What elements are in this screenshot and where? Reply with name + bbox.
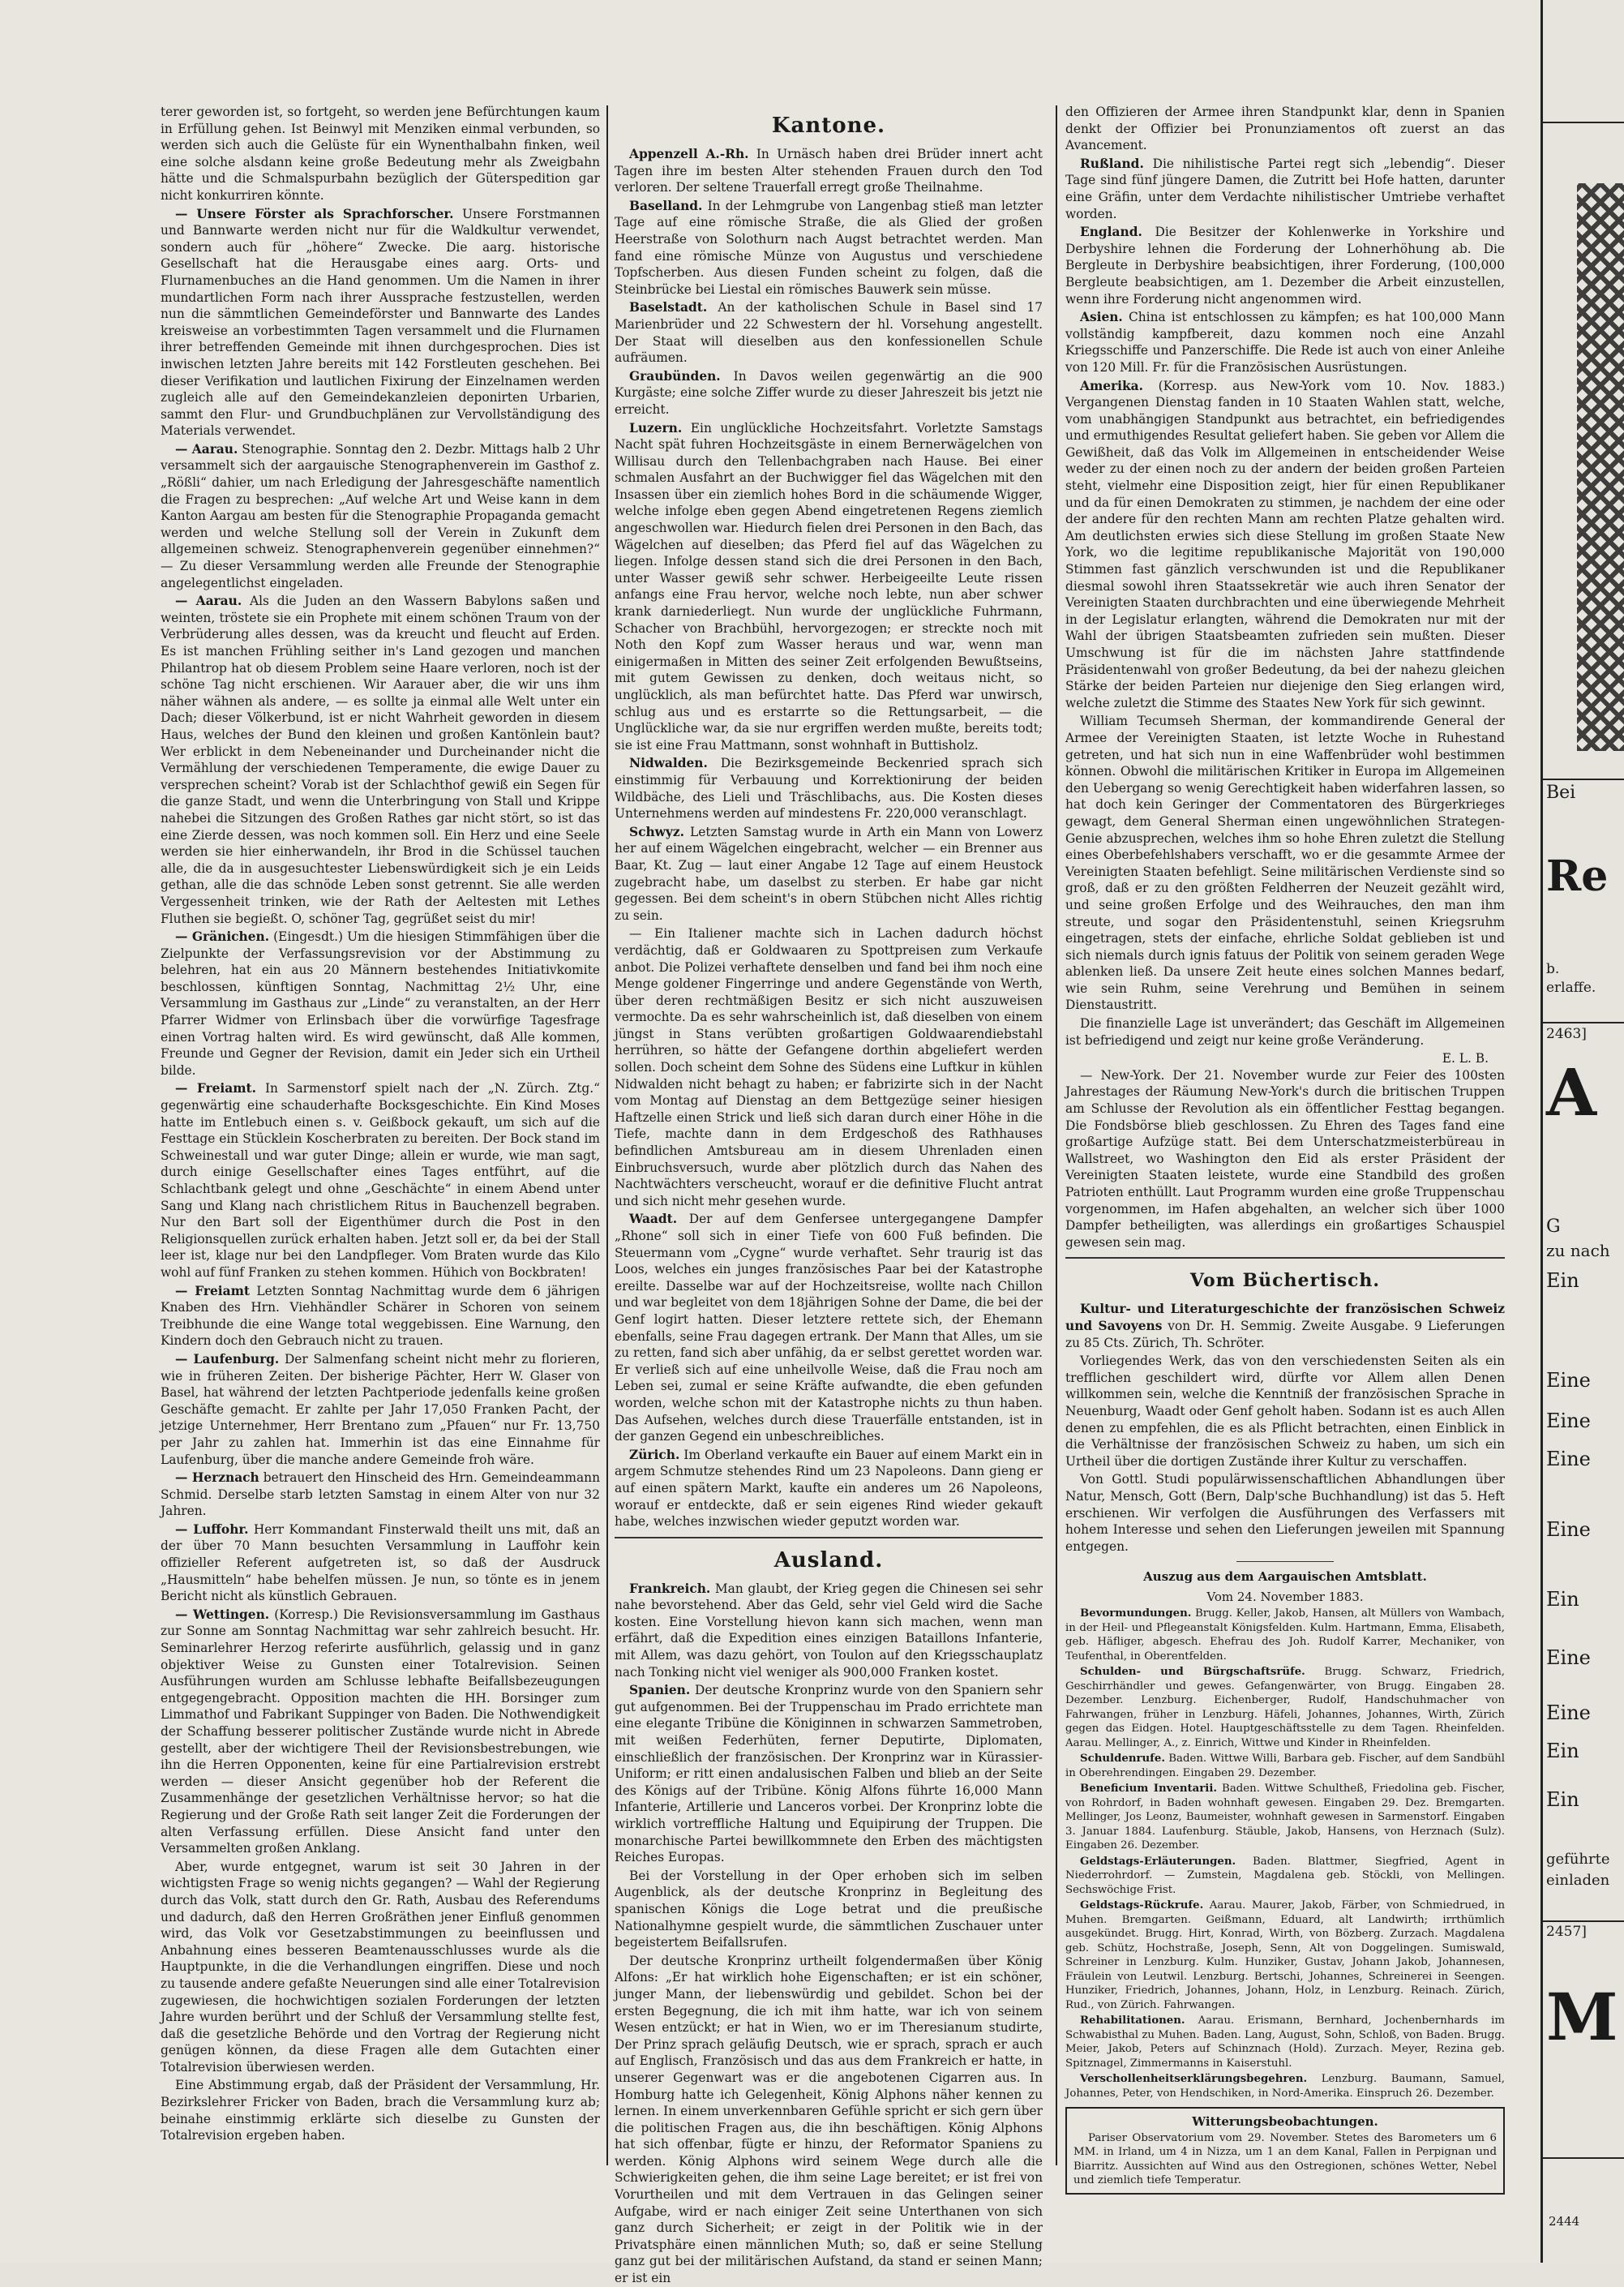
- article-body: (Korresp.) Die Revisionsversammlung im Gasthaus zur Sonne am Sonntag Nachmittag war sehr zahlreich besucht. Hr. Seminarlehrer Herzog referirte ausführlich, gelassig und in ganz objektiver Weise zu Gunsten einer Totalrevision. Seinen Ausführungen wurden am Schlusse lebhafte Beifallsbezeugungen entgegengebracht. Opposition machten die HH. Borsinger zum Limmathof und Fabrikant Suppinger von Baden. Die Nothwendigkeit der Schaffung besserer politischer Zustände wurde nicht in Abrede gestellt, aber der wichtigere Theil der Revisionsbestrebungen, wie ihn die Herren Opponenten, keine für eine Partialrevision erstrebt werden — dieser Ansicht gegenüber hob der Referent die Zusammenhänge der gesetzlichen Verhältnisse hervor; so hat die Regierung und der Große Rath seit langer Zeit die Forderungen der alten Verfassung erfüllen. Diese Ansicht fand unter den Versammelten großen Anklang.: [161, 1607, 600, 1856]
- ad-fragment: b.: [1546, 961, 1560, 977]
- book-title: Kultur- und Literaturgeschichte der französischen Schweiz und Savoyens: [1065, 1302, 1505, 1333]
- article-paragraph: — Ein Italiener machte sich in Lachen dadurch höchst verdächtig, daß er Goldwaaren zu Spottpreisen zum Verkaufe anbot. Die Polizei verhaftete denselben und fand bei ihm noch eine Menge goldener Fingerringe und andere Gegenstände von Werth, über deren rechtmäßigen Besitz er sich nicht auszuweisen vermochte. Da es sehr wahrscheinlich ist, daß dieselben von einem jüngst in Stans verübten großartigen Goldwaarendiebstahl herrühren, so hätte der Gefangene dorthin abgeliefert werden sollen. Doch scheint dem Sohne des Südens eine Luftkur in kühlen Nidwalden nicht behagt zu haben; er fabrizirte sich in der Nacht vom Montag auf Dienstag an dem Bettgezüge seiner hiesigen Haftzelle einen Strick und ließ sich daran durch einer Höhe in die Tiefe, machte dann in dem Erdgeschoß des Rathhauses befindlichen Amtsbureau am in diesem Uhrenladen einen Einbruchsversuch, wurde aber plötzlich durch das Nahen des Nachtwächters verscheucht, worauf er die definitive Flucht antrat und sich nicht mehr gesehen wurde.: [615, 926, 1043, 1208]
- article-body: In Sarmenstorf spielt nach der „N. Zürch. Ztg.“ gegenwärtig eine schauderhafte Bocksgeschichte. Ein Kind Moses hatte im Entlebuch einen s. v. Geißbock gekauft, um sich auf die Festtage ein Stücklein Koscherbraten zu bereiten. Der Bock stand im Schweinestall und war guter Dinge; allein er wurde, wie man sagt, durch einige Gesellschafter eines Tages entführt, auf die Schlachtbank gelegt und ohne „Geschächte“ in einem Abend unter Sang und Klang nach christlichem Ritus in Bauchenzell begraben. Nur den Bart soll der Eigenthümer durch die Post in den Religionsquellen zurück erhalten haben. Jetzt soll er, da bei der Stall leer ist, klage nur bei den Landpfleger. Vom Braten wurde das Kilo wohl auf fünf Franken zu stehen kommen. Hühich von Bockbraten!: [161, 1081, 600, 1280]
- ad-fragment: M: [1546, 1979, 1618, 2055]
- notice: [1065, 2072, 1505, 2100]
- ad-fragment: Bei: [1546, 783, 1576, 803]
- notice: [1065, 1607, 1505, 1663]
- article-head: Appenzell A.-Rh.: [629, 147, 749, 161]
- notice: [1065, 1782, 1505, 1853]
- article-body: Der deutsche Kronprinz wurde von den Spaniern sehr gut aufgenommen. Bei der Truppenschau im Prado errichtete man eine elegante Tribüne die Königinnen in schwarzen Sammetroben, mit weißen Federhüten, ferner Deputirte, Diplomaten, einschließlich der französischen. Der Kronprinz war in Kürassier-Uniform; er ritt einen andalusischen Falben und blieb an der Seite des Königs auf der Tribüne. König Alfons führte 16,000 Mann Infanterie, Artillerie und Lanceros vorbei. Der Kronprinz lobte die wirklich vortreffliche Haltung und Equipirung der Truppen. Die monarchische Partei bewillkommnete den Erben des mächtigsten Reiches Europas.: [615, 1683, 1043, 1865]
- article: [615, 299, 1043, 366]
- ad-fragment: Eine: [1546, 1369, 1591, 1392]
- article-paragraph: Bei der Vorstellung in der Oper erhoben sich im selben Augenblick, als der deutsche Kronprinz in Begleitung des spanischen Königs die Loge betrat und die preußische Nationalhymne gespielt wurde, die sämmtlichen Zuschauer unter begeistertem Beifallsrufen.: [615, 1868, 1043, 1950]
- article-head: Waadt.: [629, 1212, 678, 1227]
- article: [161, 206, 600, 440]
- article-head: Baselland.: [629, 198, 703, 213]
- article: [615, 1581, 1043, 1681]
- adjacent-page-strip: [1540, 0, 1624, 2263]
- article: [615, 368, 1043, 418]
- article-continuation: den Offizieren der Armee ihren Standpunkt klar, denn in Spanien denkt der Offizier bei Pronunziamentos oft zuerst an das Avancement.: [1065, 105, 1505, 153]
- article-head: — Aarau.: [175, 594, 242, 609]
- article-body: Letzten Sonntag Nachmittag wurde dem 6 jährigen Knaben des Hrn. Viehhändler Schärer in Schoren von seinem Treibhunde die eine Wange total weggebissen. Eine Warnung, den Kindern doch den Gebrauch nicht zu trauen.: [161, 1283, 600, 1349]
- article: [1065, 156, 1505, 222]
- notice-body: Baden. Wittwe Willi, Barbara geb. Fischer, auf dem Sandbühl in Oberehrendingen. Eingaben 29. Dezember.: [1065, 1753, 1505, 1779]
- article-head: — Freiamt: [175, 1283, 250, 1298]
- article: [161, 929, 600, 1079]
- ad-fragment: 2457]: [1546, 1924, 1587, 1940]
- article-head: Spanien.: [629, 1683, 691, 1698]
- notice-head: Schulden- und Bürgschaftsrüfe.: [1080, 1666, 1305, 1679]
- article-paragraph: — New-York. Der 21. November wurde zur Feier des 100sten Jahrestages der Räumung New-York's durch die britischen Truppen am Schlusse der Revolution als ein öffentlicher Festtag begangen. Die Fondsbörse blieb geschlossen. Zu Ehren des Tages fand eine großartige Aufzüge statt. Bei dem Unterschatzmeisterbüreau in Wallstreet, wo Washington den Eid als erster Präsident der Vereinigten Staaten leistete, wurde eine Standbild des großen Patrioten enthüllt. Laut Programm wurden eine große Truppenschau vorgenommen, im Hafen abgehalten, an welcher sich über 1000 Dampfer betheiligten, was allerdings ein großartiges Schauspiel gewesen sein mag.: [1065, 1067, 1505, 1250]
- article-head: — Gränichen.: [175, 929, 270, 945]
- article-body: Der auf dem Genfersee untergegangene Dampfer „Rhone“ soll sich in einer Tiefe von 600 Fuß befinden. Die Steuermann vom „Cygne“ wurde verhaftet. Sehr traurig ist das Loos, welches ein junges französisches Paar bei der Katastrophe ereilte. Dasselbe war auf der Hochzeitsreise, wollte nach Chillon und war begleitet von dem 18jährigen Sohne der Dame, die bei der Genf logirt hatten. Dieser letztere rettete sich, der Ehemann ebenfalls, seine Frau dagegen ertrank. Der Mann that Alles, um sie zu retten, fand sich aber unfähig, da er selbst gerettet worden war. Er verließ sich auf eine unheilvolle Weise, daß die Frau noch am Leben sei, zumal er seine Kräfte aufwandte, die eben gefunden worden, welche schon mit der Katastrophe nichts zu thun haben. Das Aufsehen, welches durch diese Trauerfälle entstanden, ist in der ganzen Gegend ein unbeschreibliches.: [615, 1212, 1043, 1444]
- notice-head: Rehabilitationen.: [1080, 2015, 1185, 2027]
- notice-head: Schuldenrufe.: [1080, 1753, 1165, 1766]
- article: [161, 441, 600, 591]
- notice-head: Geldstags-Erläuterungen.: [1080, 1855, 1236, 1868]
- notice: [1065, 1665, 1505, 1750]
- article-body: (Korresp. aus New-York vom 10. Nov. 1883.) Vergangenen Dienstag fanden in 10 Staaten Wahlen statt, welche, vom unabhängigen Standpunkt aus betrachtet, ein befriedigendes und ermuthigendes Resultat geliefert haben. Sie geben vor Allem die Gewißheit, daß das Volk im Allgemeinen in entscheidender Weise weder zu der einen noch zu der andern der beiden großen Parteien steht, vielmehr eine Disposition zeigt, hier für einen Republikaner und da für einen Demokraten zu stimmen, je nachdem der eine oder der andere für den rechten Mann am rechten Platze gehalten wird. Am deutlichsten erwies sich diese Stellung im großen Staate New York, wo die legitime republikanische Majorität von 190,000 Stimmen fast gänzlich verschwunden ist und die Republikaner diesmal sowohl ihren Staatssekretär wie auch ihren Senator der Vereinigten Staaten durchbrachten und eine überwiegende Mehrheit in der Legislatur erlangten, während die Demokraten nur mit der Wahl der übrigen Staatsbeamten zufrieden sein mußten. Dieser Umschwung ist für die im nächsten Jahre stattfindende Präsidentenwahl von großer Bedeutung, da bei der nahezu gleichen Stärke der beiden Parteien nur diejenige den Sieg erlangen wird, welche zuletzt die Stimme des Staates New York für sich gewinnt.: [1065, 378, 1505, 710]
- page-number: 2444: [1549, 2214, 1580, 2229]
- ad-border: [1543, 2157, 1624, 2159]
- article-body: An der katholischen Schule in Basel sind 17 Marienbrüder und 22 Schwestern der hl. Vorsehung angestellt. Der Staat will dieselben aus den konfessionellen Schule aufräumen.: [615, 300, 1043, 366]
- article: [161, 1283, 600, 1349]
- ad-fragment: erlaffe.: [1546, 980, 1596, 996]
- article-body: Herr Kommandant Finsterwald theilt uns mit, daß an der über 70 Mann besuchten Versammlung in Lauffohr kein offizieller Referent aufgetreten ist, so daß der Ausdruck „Hausmitteln“ habe behelfen müssen. Je nun, so tönte es in jenem Bericht nicht als künstlich Gebrauen.: [161, 1521, 600, 1604]
- article: [615, 146, 1043, 196]
- article-body: Die Besitzer der Kohlenwerke in Yorkshire und Derbyshire lehnen die Forderung der Lohnerhöhung ab. Die Bergleute in Derbyshire beabsichtigen, ihrer Forderung, (100,000 Bergleute beabsichtigen, am 1. Dezember die Arbeit einzustellen, wenn ihre Forderung nicht angenommen wird.: [1065, 225, 1505, 307]
- weather-box: [1065, 2107, 1505, 2195]
- divider: [1236, 1561, 1334, 1562]
- section-title-kantone: Kantone.: [771, 114, 886, 138]
- article-body: (Eingesdt.) Um die hiesigen Stimmfähigen über die Zielpunkte der Verfassungsrevision vor der Abstimmung zu belehren, hat ein aus 20 Männern bestehendes Initiativkomite beschlossen, künftigen Sonntag, Nachmittag 2½ Uhr, eine Versammlung im Gasthaus zur „Linde“ zu veranstalten, an der Herr Pfarrer Widmer von Erlinsbach über die vorwürfige Tagesfrage einen Vortrag halten wird. Es wird gewünscht, daß Alle kommen, Freunde und Gegner der Revision, damit ein Jeder sich ein Urtheil bilde.: [161, 929, 600, 1078]
- article-head: Baselstadt.: [629, 300, 708, 315]
- article-paragraph: Vorliegendes Werk, das von den verschiedensten Seiten als ein trefflichen geschildert wird, dürfte vor Allem allen Denen willkommen sein, welche die Kenntniß der französischen Sprache in Neuenburg, Waadt oder Genf geholt haben. Sodann ist es auch Allen denen zu empfehlen, die es als Pflicht betrachten, einen Einblick in die Verhältnisse der französischen Schweiz zu haben, um sich ein Urtheil über die dortigen Zustände ihrer Kultur zu verschaffen.: [1065, 1354, 1505, 1469]
- ad-fragment: Eine: [1546, 1518, 1591, 1541]
- notice: [1065, 1752, 1505, 1780]
- article: [615, 1447, 1043, 1530]
- article-body: Man glaubt, der Krieg gegen die Chinesen sei sehr nahe bevorstehend. Aber das Geld, sehr viel Geld wird die Sache kosten. Eine Vorstellung hievon kann sich machen, wenn man erfährt, daß die Expedition eines einzigen Bataillons Infanterie, mit Allem, was dazu gehört, von Toulon auf den Kriegsschauplatz nach Tonking nicht viel weniger als 900,000 Franken kostet.: [615, 1581, 1043, 1680]
- ad-fragment: Ein: [1546, 1588, 1579, 1611]
- notice: [1065, 1899, 1505, 2012]
- article-head: — Unsere Förster als Sprachforscher.: [175, 206, 454, 221]
- notice-body: Aarau. Erismann, Bernhard, Jochenbernhards im Schwabisthal zu Muhen. Baden. Lang, August, Sohn, Schloß, von Baden. Brugg. Meier, Jakob, Peters auf Schinznach (Hold). Zurzach. Meyer, Rezina geb. Spitznagel, Zimmermanns in Kaiserstuhl.: [1065, 2015, 1505, 2070]
- article-paragraph: Die finanzielle Lage ist unverändert; das Geschäft im Allgemeinen ist befriedigend und zeigt nur keine große Veränderung.: [1065, 1016, 1505, 1048]
- article-head: — Herznach: [175, 1470, 259, 1486]
- article: [615, 420, 1043, 754]
- article-body: In Davos weilen gegenwärtig an die 900 Kurgäste; eine solche Ziffer wurde zu dieser Jahreszeit bis jetzt nie erreicht.: [615, 368, 1043, 417]
- amtsblatt-entries: [1065, 1607, 1505, 2100]
- article-paragraph: Eine Abstimmung ergab, daß der Präsident der Versammlung, Hr. Bezirkslehrer Fricker von Baden, brach die Versammlung kurz ab; beinahe einstimmig erklärte sich dieselbe zu Gunsten der Totalrevision ergeben haben.: [161, 2078, 600, 2143]
- ad-border: [1543, 1022, 1624, 1023]
- article-head: England.: [1080, 225, 1142, 240]
- ornament-border-icon: [1577, 183, 1624, 751]
- article-paragraph: Der deutsche Kronprinz urtheilt folgendermaßen über König Alfons: „Er hat wirklich hohe Eigenschaften; er ist ein schöner, junger Mann, der liebenswürdig und gebildet. Schon bei der ersten Begegnung, die ich mit ihm hatte, war ich von seinem Wesen entzückt; er hat in Wien, wo er im Theresianum studirte, Der Prinz sprach geläufig Deutsch, wie er sprach, sprach er auch auf Englisch, Französisch und das aus dem Frankreich er hatte, in unserer Gegenwart was er die angebotenen Cigarren aus. In Homburg hatte ich Gelegenheit, König Alphons näher kennen zu lernen. In einem unverkennbaren Gefühle spricht er sich gern über die politischen Fragen aus, die ihn beschäftigen. König Alphons hat sich offenbar, fügte er hinzu, der Reformator Spaniens zu werden. König Alphons wird seinem Wege durch alle die Schwierigkeiten gehen, die ihm seine Lage bereitet; er ist frei von Vorurtheilen und mit dem Vertrauen in das Gelingen seiner Aufgabe, wird er nach einiger Zeit seine Unterthanen von sich ganz durch Sicherheit; er zeigt in der Politik wie in der Privatsphäre einen männlichen Muth; so, daß er seine Stellung ganz gut bei der militärischen Aufstand, da stand er seinen Mann; er ist ein: [615, 1953, 1043, 2286]
- ad-fragment: Ein: [1546, 1740, 1579, 1762]
- article: [161, 1080, 600, 1281]
- ad-fragment: Eine: [1546, 1701, 1591, 1724]
- notice-head: Beneficium Inventarii.: [1080, 1783, 1218, 1796]
- article-head: Amerika.: [1080, 378, 1143, 393]
- notice: [1065, 1855, 1505, 1898]
- column-divider: [606, 105, 608, 2165]
- ad-fragment: geführte: [1546, 1851, 1610, 1868]
- article-body: In der Lehmgrube von Langenbag stieß man letzter Tage auf eine römische Straße, die als Glied der großen Heerstraße von Solothurn nach Augst betrachtet werden. Man fand eine römische Münze von Augustus und verschiedene Topfscherben. Aus diesen Funden scheint zu folgen, daß die Steinbrücke bei Liestal ein römisches Bauwerk sein müsse.: [615, 198, 1043, 297]
- article-head: — Freiamt.: [175, 1081, 256, 1096]
- article-head: — Aarau.: [175, 441, 238, 457]
- article-head: — Luffohr.: [175, 1521, 249, 1537]
- column-right: [1065, 104, 1506, 2187]
- article-head: Frankreich.: [629, 1581, 711, 1596]
- book-details: von Dr. H. Semmig. Zweite Ausgabe. 9 Lieferungen zu 85 Cts. Zürich, Th. Schröter.: [1065, 1318, 1505, 1350]
- section-rule: [1065, 1257, 1505, 1259]
- notice-body: Baden. Blattmer, Siegfried, Agent in Niederrohrdorf. — Zumstein, Magdalena geb. Stöckli, von Mellingen. Sechswöchige Frist.: [1065, 1855, 1505, 1896]
- notice-body: Brugg. Schwarz, Friedrich, Geschirrhändler und gewes. Gefangenwärter, von Brugg. Eingaben 28. Dezember. Lenzburg. Eichenberger, Rudolf, Handschuhmacher von Fahrwangen, früher in Lenzburg. Häfeli, Johannes, Johannes, Wirth, Zürich gegen das Eidgen. Hotel. Hauptgeschäftsstelle zu dem Tagen. Rheinfelden. Aarau. Mellinger, A., z. Einrich, Wittwe und Kinder in Rheinfelden.: [1065, 1666, 1505, 1749]
- article-body: Als die Juden an den Wassern Babylons saßen und weinten, tröstete sie ein Prophete mit einem schönen Traum von der Verbrüderung alles dessen, was da kreucht und fleucht auf Erden. Es ist manchen Frühling seither in's Land gezogen und manchen Philantrop hat ob diesem Problem seine Haare verloren, noch ist der schöne Tag nicht erschienen. Wir Aarauer aber, die wir uns ihm näher wähnen als andere, — es sollte ja einmal alle Welt unter ein Dach; dieser Völkerbund, ist er nicht Wahrheit geworden in diesem Haus, welches der Bund den kleinen und großen Kantönlein baut? Wer erblickt in dem Nebeneinander und Durcheinander nicht die Vermählung der verschiedenen Temperamente, die ewige Dauer zu versprechen scheint? Vorab ist der Schlachthof gewiß ein Segen für die ganze Stadt, und wenn die Unterbringung von Stall und Krippe nahebei die Sitzungen des Großen Rathes gar nicht stört, so ist das eine Zierde dessen, was noch kommen soll. Ein Herz und eine Seele werden sie hier einherwandeln, ihr Brod in die Schüssel tauchen alle, die da in ausgesuchtester Liebenswürdigkeit sich je ein Leids gethan, alle die das schnöde Leben sonst getrennt. Sie alle werden Vergessenheit trinken, wie der Rath der Aeltesten mit Lethes Fluthen sie begießt. O, schöner Tag, gegrüßet seist du mir!: [161, 594, 600, 926]
- ad-fragment: Eine: [1546, 1448, 1591, 1470]
- article: [161, 1521, 600, 1605]
- article: [161, 1470, 600, 1520]
- notice-body: Brugg. Keller, Jakob, Hansen, alt Müllers von Wambach, in der Heil- und Pflegeanstalt Königsfelden. Kulm. Hartmann, Emma, Elisabeth, geb. Häfliger, abgesch. Ehefrau des Joh. Rudolf Karrer, Mechaniker, von Teufenthal, in Oberentfelden.: [1065, 1607, 1505, 1663]
- ad-fragment: zu nach: [1546, 1241, 1610, 1260]
- ad-fragment: einladen: [1546, 1872, 1610, 1889]
- weather-report: Pariser Observatorium vom 29. November. Stetes des Barometers um 6 MM. in Irland, um 4 in Nizza, um 1 an dem Kanal, Fallen in Perpignan und Biarritz. Aussichten auf Wind aus den Ostregionen, schönes Wetter, Nebel und ziemlich tiefe Temperatur.: [1073, 2131, 1497, 2187]
- article-body: Die nihilistische Partei regt sich „lebendig“. Dieser Tage sind fünf jüngere Damen, die Zutritt bei Hofe hatten, darunter eine Gräfin, unter dem Verdachte nihilistischer Umtriebe verhaftet worden.: [1065, 156, 1505, 221]
- article-body: Der Salmenfang scheint nicht mehr zu florieren, wie in früheren Zeiten. Der bisherige Pächter, Herr W. Glaser von Basel, hat während der letzten Pachtperiode jedenfalls keine großen Geschäfte gemacht. Er zahlte per Jahr 17,050 Franken Pacht, der jetzige Unternehmer, Herr Brentano zum „Pfauen“ nur Fr. 13,750 per Jahr zu zahlen hat. Immerhin ist das eine Einnahme für Laufenburg, über die manche andere Gemeinde froh wäre.: [161, 1351, 600, 1467]
- ad-fragment: Eine: [1546, 1410, 1591, 1432]
- ad-border: [1543, 122, 1624, 123]
- section-title-buechertisch: Vom Büchertisch.: [1189, 1270, 1381, 1292]
- article: [615, 824, 1043, 925]
- article-body: Im Oberland verkaufte ein Bauer auf einem Markt ein in argem Schmutze stehendes Rind um 23 Napoleons. Dann gieng er auf einen spätern Markt, kaufte ein anderes um 26 Napoleons, worauf er entdeckte, daß er sein eigenes Rind wieder gekauft habe, welches inzwischen wieder geputzt worden war.: [615, 1447, 1043, 1530]
- notice-body: Lenzburg. Baumann, Samuel, Johannes, Peter, von Hendschiken, in Nord-Amerika. Einspruch 26. Dezember.: [1065, 2073, 1505, 2100]
- article-head: Graubünden.: [629, 368, 721, 384]
- notice-head: Bevormundungen.: [1080, 1607, 1192, 1620]
- ad-fragment: A: [1546, 1054, 1597, 1131]
- article: [615, 1682, 1043, 1866]
- author-signature: E. L. B.: [1442, 1051, 1489, 1066]
- article-head: Schwyz.: [629, 824, 684, 839]
- article: [1065, 224, 1505, 307]
- article: [615, 198, 1043, 298]
- ad-border: [1543, 779, 1624, 780]
- ad-fragment: G: [1546, 1216, 1561, 1237]
- article-body: Unsere Forstmannen und Bannwarte werden nicht nur für die Waldkultur verwendet, sondern auch für „höhere“ Zwecke. Die aarg. historische Gesellschaft hat die Herausgabe eines aarg. Orts- und Flurnamenbuches an die Hand genommen. Um die Namen in ihrer mundartlichen Form nach ihrer Aussprache festzustellen, werden nun die sämmtlichen Gemeindeförster und Bannwarte des Landes kreisweise an vorbestimmten Tagen versammelt und die Flurnamen ihrer betreffenden Gemeinde mit ihnen durchgesprochen. Dies ist inwischen letzten Jahre bereits mit 142 Forstleuten geschehen. Bei dieser Verifikation und lautlichen Fixirung der Einzelnamen werden zugleich alle auf den Gemeindekanzleien deponirten Urbarien, sammt den Flur- und Grundbuchplänen zur Vervollständigung des Materials verwendet.: [161, 206, 600, 439]
- column-middle: [615, 104, 1043, 2286]
- notice: [1065, 2014, 1505, 2070]
- ad-border: [1543, 1920, 1624, 1922]
- column-left: [161, 104, 600, 2167]
- section-title-ausland: Ausland.: [773, 1547, 884, 1573]
- article-body: Die Bezirksgemeinde Beckenried sprach sich einstimmig für Verbauung und Korrektionirung der beiden Wildbäche, des Lieli und Träschlibachs, aus. Die Kosten dieses Unternehmens werden auf mindestens Fr. 220,000 veranschlagt.: [615, 756, 1043, 822]
- article-body: Letzten Samstag wurde in Arth ein Mann von Lowerz her auf einem Wägelchen eingebracht, welcher — ein Brenner aus Baar, Kt. Zug — laut einer Angabe 12 Tage auf einem Heustock zugebracht habe, um daselbst zu sterben. Er habe gar nicht gegessen. Bei dem scheint's in obern Stübchen nicht Alles richtig zu sein.: [615, 824, 1043, 923]
- amtsblatt-date: Vom 24. November 1883.: [1206, 1589, 1364, 1604]
- article-body: Ein unglückliche Hochzeitsfahrt. Vorletzte Samstags Nacht spät fuhren Hochzeitsgäste in einem Bernerwägelchen von Willisau durch den Tellenbachgraben nach Hause. Bei einer schmalen Ausfahrt an der Buchwigger fiel das Wägelchen mit den Insassen über ein ziemlich hohes Bord in die schäumende Wigger, welche infolge eben gegen Abend eingetretenen Regens ziemlich angeschwollen war. Hiedurch fielen drei Personen in den Bach, das Wägelchen auf dieselben; das Pferd fiel auf das Wägelchen zu liegen. Infolge dessen stand sich die drei Personen in den Bach, unter Wasser gewiß sehr schwer. Herbeigeeilte Leute rissen anfangs eine Frau hervor, welche noch lebte, nun aber schwer krank darniederliegt. Nun wurde der unglückliche Fuhrmann, Schacher von Brachbühl, hervorgezogen; er streckte noch mit Noth den Kopf zum Wasser heraus und war, wenn man einigermaßen in Mitten des seiner Zeit erfolgenden Bewußtseins, mit gutem Gewissen zu denken, doch weitaus nicht, so unglücklich, als man befürchtet hatte. Das Pferd war unwirsch, schlug aus und es erstarrte so die Rettungsarbeit, — die Unglückliche war, da sie nur ergriffen werden mußte, bereits todt; sie ist eine Frau Mattmann, sonst wohnhaft in Buttisholz.: [615, 420, 1043, 753]
- article-paragraph: Aber, wurde entgegnet, warum ist seit 30 Jahren in der wichtigsten Frage so wenig nichts gegangen? — Wahl der Regierung durch das Volk, statt durch den Gr. Rath, Ausbau des Referendums und dadurch, daß den Herren Großräthen jener Einfluß genommen wird, das Volk vor Gesetzabstimmungen zu beeinflussen und Anbahnung eines besseren Beamtenausschlusses wurde als die Hauptpunkte, in die die Verhandlungen eingriffen. Diese und noch zu tausende andere gefaßte Neuerungen sind alle einer Totalrevision zugewiesen, die hochwichtigen sozialen Forderungen der letzten Jahre wurden berührt und der Schluß der Versammlung stellte fest, daß die gesetzliche Behörde und den Vortrag der Regierung nicht genügen können, da diese Fragen alle dem Gutachten einer Totalrevision überwiesen werden.: [161, 1859, 600, 2075]
- article: [161, 593, 600, 927]
- article-body: Stenographie. Sonntag den 2. Dezbr. Mittags halb 2 Uhr versammelt sich der aargauische Stenographenverein im Gasthof z. „Rößli“ dahier, um nach Erledigung der Jahresgeschäfte namentlich die Fragen zu besprechen: „Auf welche Art und Weise kann in dem Kanton Aargau am besten für die Stenographie Propaganda gemacht werden und welche Stellung soll der Verein in Zukunft dem allgemeinen schweiz. Stenographenverein gegenüber einnehmen?“ — Zu dieser Versammlung werden alle Freunde der Stenographie angelegentlichst eingeladen.: [161, 441, 600, 590]
- article-head: — Laufenburg.: [175, 1351, 280, 1367]
- article-body: betrauert den Hinscheid des Hrn. Gemeindeammann Schmid. Derselbe starb letzten Samstag in einem Alter von nur 32 Jahren.: [161, 1470, 600, 1519]
- article-head: Rußland.: [1080, 156, 1144, 171]
- book-review: [1065, 1301, 1505, 1351]
- article-head: Zürich.: [629, 1447, 680, 1462]
- article-head: Nidwalden.: [629, 756, 708, 771]
- article: [161, 1351, 600, 1468]
- article-body: China ist entschlossen zu kämpfen; es hat 100,000 Mann vollständig kampfbereit, dazu kommen noch eine Anzahl Kriegsschiffe und Panzerschiffe. Die Rede ist auch von einer Anleihe von 120 Mill. Fr. für die Französischen Ausrüstungen.: [1065, 310, 1505, 375]
- ad-fragment: Re: [1546, 852, 1609, 901]
- article: [1065, 309, 1505, 375]
- article-head: — Wettingen.: [175, 1607, 270, 1622]
- weather-title: Witterungsbeobachtungen.: [1192, 2114, 1378, 2130]
- notice-body: Aarau. Maurer, Jakob, Färber, von Schmiedrued, in Muhen. Bremgarten. Geißmann, Eduard, alt Landwirth; irrthümlich ausgekündet. Brugg. Hirt, Konrad, Wirth, von Bözberg. Zurzach. Magdalena geb. Schütz, Hochstraße, Joseph, Senn, Alt von Doggelingen. Sumiswald, Schreiner in Lenzburg. Kulm. Hunziker, Gustav, Johann Jakob, Johannesen, Fräulein von Leutwil. Lenzburg. Bertschi, Johannes, Schreinerei in Seengen. Hunziker, Friedrich, Johannes, Johann, Holz, in Lenzburg. Reinach. Zürich, Rud., von Zürich. Fahrwangen.: [1065, 1899, 1506, 2011]
- column-divider: [1056, 105, 1057, 2165]
- article: [1065, 378, 1505, 712]
- article-continuation: terer geworden ist, so fortgeht, so werden jene Befürchtungen kaum in Erfüllung gehen. Ist Beinwyl mit Menziken einmal verbunden, so werden sich auch die Gelüste für ein Wynenthalbahn finken, weil eine solche alsdann keine große Bedeutung mehr als Zweigbahn hätte und die Schmalspurbahn bezüglich der Güterspedition gar nicht konkurriren könnte.: [161, 105, 600, 203]
- ad-fragment: Ein: [1546, 1269, 1579, 1292]
- article: [615, 1211, 1043, 1444]
- ad-fragment: Ein: [1546, 1788, 1579, 1811]
- ad-fragment: 2463]: [1546, 1026, 1587, 1042]
- article: [161, 1607, 600, 1857]
- section-rule: [615, 1537, 1043, 1538]
- notice-head: Verschollenheitserklärungsbegehren.: [1080, 2073, 1308, 2086]
- notice-body: Baden. Wittwe Schultheß, Friedolina geb. Fischer, von Rohrdorf, in Baden wohnhaft gewesen. Eingaben 29. Dez. Bremgarten. Mellinger, Jos Leonz, Baumeister, wohnhaft gewesen in Sarmenstorf. Eingaben 3. Januar 1884. Laufenburg. Stäuble, Jakob, Hansens, von Herznach (Sulz). Eingaben 26. Dezember.: [1065, 1783, 1506, 1852]
- article: [615, 755, 1043, 822]
- article-body: In Urnäsch haben drei Brüder innert acht Tagen ihre im besten Alter stehenden Frauen durch den Tod verloren. Der seltene Trauerfall erregt große Theilnahme.: [615, 147, 1043, 195]
- ad-fragment: Eine: [1546, 1646, 1591, 1669]
- article-paragraph: Von Gottl. Studi populärwissenschaftlichen Abhandlungen über Natur, Mensch, Gott (Bern, Dalp'sche Buchhandlung) ist das 5. Heft erschienen. Wir verfolgen die Ausführungen des Verfassers mit hohem Interesse und sehen den Lieferungen jeweilen mit Spannung entgegen.: [1065, 1472, 1505, 1554]
- article-paragraph: William Tecumseh Sherman, der kommandirende General der Armee der Vereinigten Staaten, ist letzte Woche in Ruhestand getreten, und hat sich nun in eine Waffenbrüder wohl bestimmen können. Obwohl die militärischen Kritiker in Europa im Allgemeinen den Uebergang so wenig Gerechtigkeit haben widerfahren lassen, so hat doch kein Geringer der Commentatoren des Bürgerkrieges gewagt, dem General Sherman einen ungewöhnlichen Strategen-Genie abzusprechen, welches ihm so hohe Ehren zuletzt die Stellung eines Oberbefehlshabers verschafft, wo er die gesammte Armee der Vereinigten Staaten befehligt. Seine militärischen Verdienste sind so groß, daß er zu den größten Feldherren der Neuzeit gezählt wird, und seine großen Erfolge und des Weihrauches, den man ihm streute, und sogar den Präsidentenstuhl, seinen Kriegsruhm eingetragen, stets der einfache, ehrliche Soldat geblieben ist und sich niemals durch ignis fatuus der Politik von seinem geraden Wege ablenken ließ. Da unsere Zeit heute eines solchen Mannes bedarf, wie sein Ruhm, seine Verehrung und Bemühen in seinem Dienstaustritt.: [1065, 714, 1505, 1013]
- article-head: Asien.: [1080, 310, 1123, 325]
- notice-head: Geldstags-Rückrufe.: [1080, 1899, 1204, 1912]
- amtsblatt-title: Auszug aus dem Aargauischen Amtsblatt.: [1143, 1569, 1427, 1585]
- article-head: Luzern.: [629, 420, 683, 436]
